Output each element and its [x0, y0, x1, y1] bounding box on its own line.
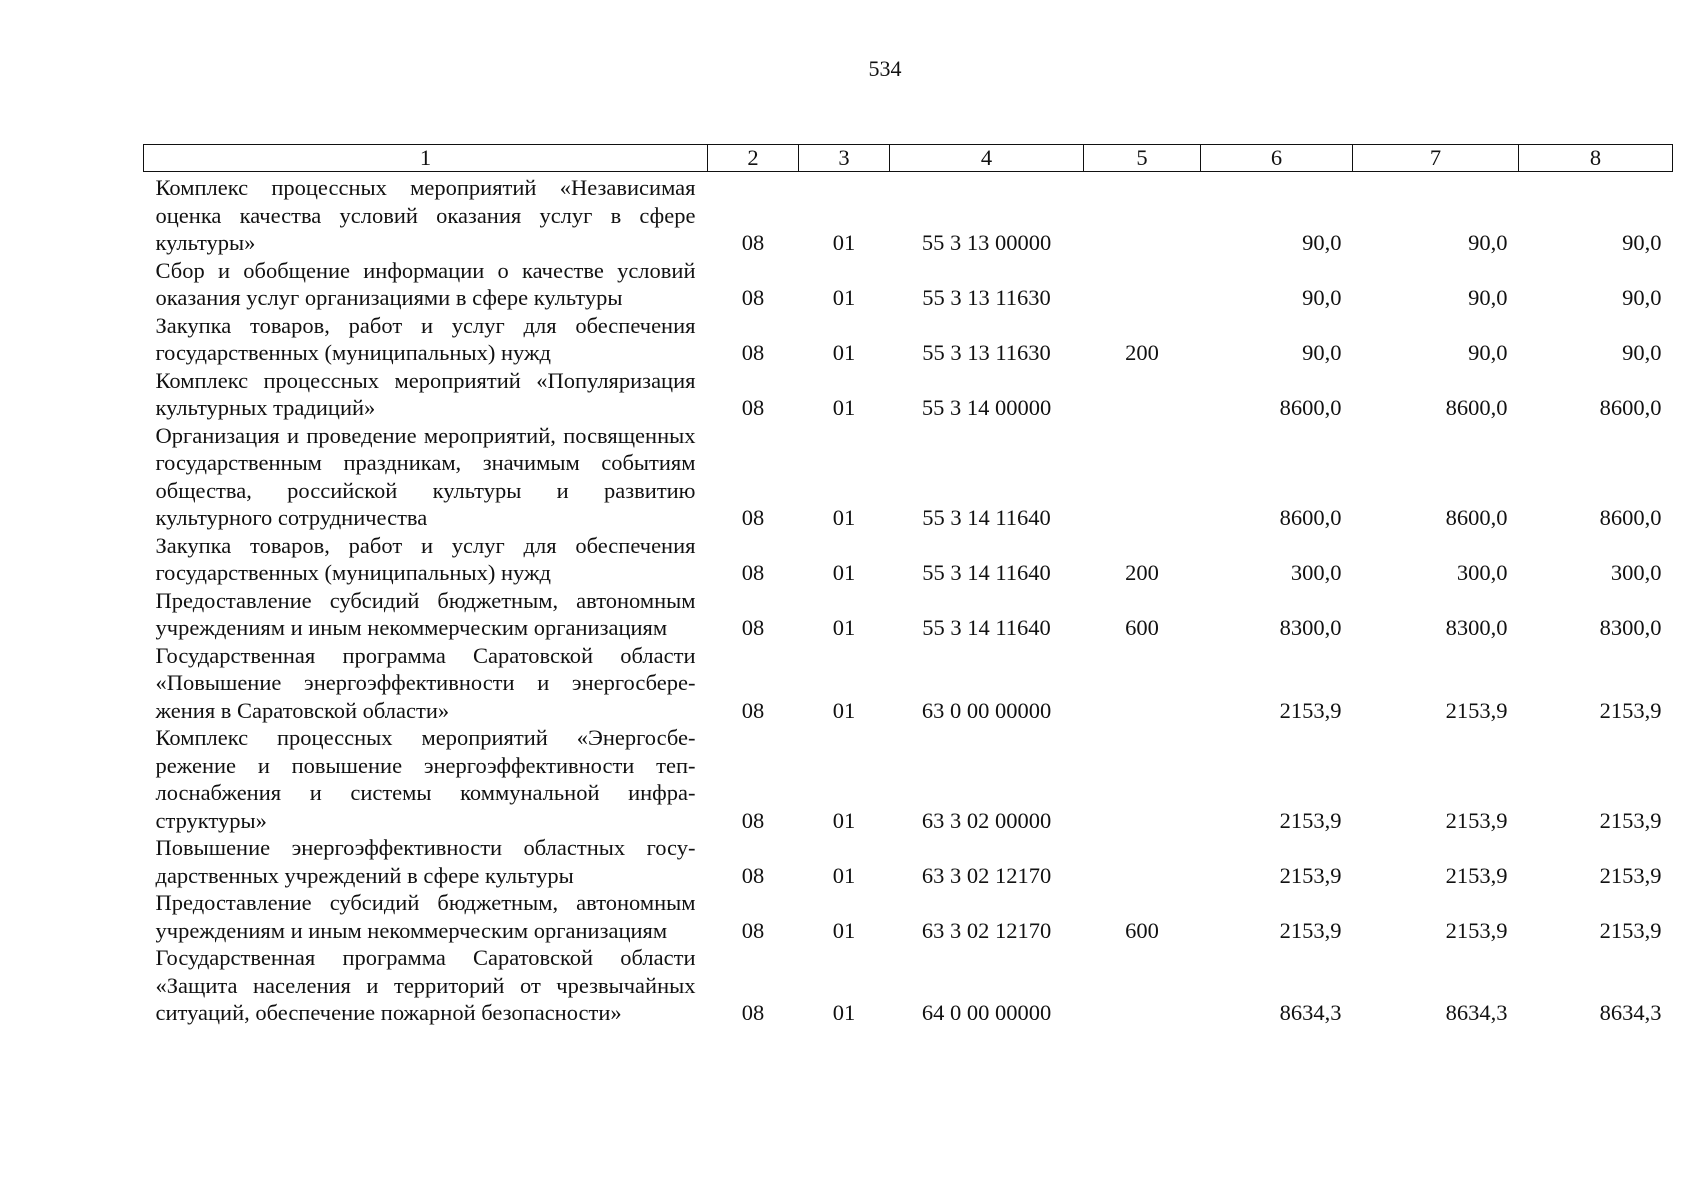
row-subsection: 01 — [832, 340, 856, 365]
row-target-code: 64 0 00 00000 — [921, 1000, 1052, 1025]
row-name: Закупка товаров, работ и услуг для обеспечения государственных (муниципальных) нужд — [155, 312, 696, 365]
page-number: 534 — [868, 56, 902, 81]
row-amount-col8: 2153,9 — [1599, 862, 1662, 888]
column-header-2: 2 — [708, 145, 799, 172]
row-section: 08 — [741, 615, 765, 640]
table-row — [144, 312, 1673, 367]
column-header-1: 1 — [144, 145, 708, 172]
row-amount-col7: 300,0 — [1456, 560, 1508, 585]
row-name: Комплекс процессных мероприятий «Популяризация культурных традиций» — [155, 367, 696, 420]
row-target-code: 63 0 00 00000 — [921, 697, 1052, 723]
row-expense-type — [1084, 422, 1201, 532]
row-amount-col7: 8634,3 — [1445, 1000, 1508, 1025]
row-amount-col8: 8600,0 — [1599, 395, 1662, 420]
table-row — [144, 257, 1673, 312]
row-target-code: 63 3 02 00000 — [921, 807, 1052, 833]
row-expense-type: 200 — [1125, 560, 1159, 585]
row-amount-col6: 90,0 — [1302, 230, 1342, 255]
table-row — [144, 532, 1673, 587]
row-subsection: 01 — [832, 560, 856, 585]
row-amount-col6: 2153,9 — [1279, 807, 1342, 833]
row-amount-col7: 90,0 — [1468, 340, 1508, 365]
table-row — [144, 172, 1673, 257]
column-header-5: 5 — [1084, 145, 1201, 172]
table-row — [144, 587, 1673, 642]
row-amount-col8: 2153,9 — [1599, 697, 1662, 723]
row-expense-type — [1084, 367, 1201, 422]
table-row — [144, 834, 1673, 889]
row-amount-col6: 90,0 — [1302, 285, 1342, 310]
row-amount-col6: 2153,9 — [1279, 862, 1342, 888]
row-amount-col8: 8300,0 — [1599, 615, 1662, 640]
table-row — [144, 944, 1673, 1027]
row-name: Повышение энергоэффективности областных государственных учреждений в сфере культуры — [155, 835, 696, 888]
row-amount-col6: 2153,9 — [1279, 917, 1342, 943]
table-header — [144, 145, 1673, 172]
row-amount-col7: 2153,9 — [1445, 862, 1508, 888]
row-amount-col6: 8600,0 — [1279, 395, 1342, 420]
row-subsection: 01 — [832, 505, 856, 530]
row-amount-col7: 2153,9 — [1445, 807, 1508, 833]
row-subsection: 01 — [832, 917, 856, 943]
row-subsection: 01 — [832, 230, 856, 255]
row-section: 08 — [741, 862, 765, 888]
row-expense-type — [1084, 257, 1201, 312]
row-amount-col8: 8600,0 — [1599, 505, 1662, 530]
row-target-code: 55 3 14 11640 — [922, 505, 1051, 530]
row-amount-col7: 90,0 — [1468, 230, 1508, 255]
row-amount-col8: 300,0 — [1610, 560, 1662, 585]
row-amount-col6: 8634,3 — [1279, 1000, 1342, 1025]
row-subsection: 01 — [832, 697, 856, 723]
row-expense-type — [1084, 642, 1201, 725]
row-subsection: 01 — [832, 862, 856, 888]
row-amount-col8: 90,0 — [1622, 230, 1662, 255]
row-subsection: 01 — [832, 807, 856, 833]
row-name: Предоставление субсидий бюджетным, автономным учреждениям и иным некоммерческим организациям — [155, 587, 696, 640]
row-section: 08 — [741, 230, 765, 255]
row-section: 08 — [741, 1000, 765, 1025]
column-header-8: 8 — [1519, 145, 1673, 172]
table-body — [144, 172, 1673, 1027]
row-name: Организация и проведение мероприятий, посвященных государственным праздникам, значимым событиям общества, российской культуры и развитию культурного сотрудничества — [155, 422, 696, 530]
row-subsection: 01 — [832, 395, 856, 420]
row-amount-col6: 8600,0 — [1279, 505, 1342, 530]
row-amount-col8: 2153,9 — [1599, 807, 1662, 833]
column-header-3: 3 — [799, 145, 890, 172]
row-section: 08 — [741, 285, 765, 310]
row-expense-type: 600 — [1125, 917, 1159, 943]
row-target-code: 55 3 13 11630 — [922, 340, 1051, 365]
row-expense-type — [1084, 724, 1201, 834]
row-amount-col7: 90,0 — [1468, 285, 1508, 310]
row-name: Закупка товаров, работ и услуг для обеспечения государственных (муниципальных) нужд — [155, 532, 696, 585]
row-section: 08 — [741, 807, 765, 833]
row-target-code: 55 3 14 11640 — [922, 560, 1051, 585]
row-name: Предоставление субсидий бюджетным, автономным учреждениям и иным некоммерческим организациям — [155, 890, 696, 943]
row-section: 08 — [741, 697, 765, 723]
table-row — [144, 367, 1673, 422]
row-subsection: 01 — [832, 615, 856, 640]
table-row — [144, 422, 1673, 532]
row-expense-type — [1084, 172, 1201, 257]
row-name: Сбор и обобщение информации о качестве условий оказания услуг организациями в сфере культуры — [155, 257, 696, 310]
row-amount-col8: 90,0 — [1622, 340, 1662, 365]
row-subsection: 01 — [832, 1000, 856, 1025]
row-amount-col8: 90,0 — [1622, 285, 1662, 310]
row-expense-type: 600 — [1125, 615, 1159, 640]
row-amount-col7: 2153,9 — [1445, 917, 1508, 943]
row-amount-col6: 8300,0 — [1279, 615, 1342, 640]
row-amount-col7: 2153,9 — [1445, 697, 1508, 723]
column-header-7: 7 — [1353, 145, 1519, 172]
row-section: 08 — [741, 505, 765, 530]
row-expense-type — [1084, 944, 1201, 1027]
table-row — [144, 642, 1673, 725]
row-section: 08 — [741, 340, 765, 365]
row-name: Комплекс процессных мероприятий «Энергосбережение и повышение энергоэффективности теплоснабжения и системы коммунальной инфраструктуры» — [155, 725, 696, 833]
row-expense-type: 200 — [1125, 340, 1159, 365]
row-amount-col8: 2153,9 — [1599, 917, 1662, 943]
header-row — [144, 145, 1673, 172]
row-name: Комплекс процессных мероприятий «Независимая оценка качества условий оказания услуг в сфере культуры» — [155, 175, 696, 255]
row-amount-col6: 300,0 — [1290, 560, 1342, 585]
row-amount-col7: 8600,0 — [1445, 395, 1508, 420]
row-amount-col6: 90,0 — [1302, 340, 1342, 365]
row-section: 08 — [741, 560, 765, 585]
table-row — [144, 724, 1673, 834]
row-amount-col7: 8600,0 — [1445, 505, 1508, 530]
table-row — [144, 889, 1673, 944]
row-name: Государственная программа Саратовской области «Защита населения и территорий от чрезвычайных ситуаций, обеспечение пожарной безопасности» — [155, 945, 696, 1025]
row-expense-type — [1084, 834, 1201, 889]
row-target-code: 63 3 02 12170 — [921, 917, 1052, 943]
row-target-code: 63 3 02 12170 — [921, 862, 1052, 888]
row-target-code: 55 3 13 00000 — [921, 230, 1052, 255]
budget-table — [143, 144, 1673, 1027]
row-section: 08 — [741, 917, 765, 943]
row-target-code: 55 3 14 11640 — [922, 615, 1051, 640]
row-target-code: 55 3 14 00000 — [921, 395, 1052, 420]
row-amount-col7: 8300,0 — [1445, 615, 1508, 640]
row-name: Государственная программа Саратовской области «Повышение энергоэффективности и энергосбережения в Саратовской области» — [155, 642, 696, 723]
row-amount-col6: 2153,9 — [1279, 697, 1342, 723]
column-header-6: 6 — [1201, 145, 1353, 172]
row-target-code: 55 3 13 11630 — [922, 285, 1051, 310]
row-amount-col8: 8634,3 — [1599, 1000, 1662, 1025]
row-section: 08 — [741, 395, 765, 420]
row-subsection: 01 — [832, 285, 856, 310]
column-header-4: 4 — [890, 145, 1084, 172]
